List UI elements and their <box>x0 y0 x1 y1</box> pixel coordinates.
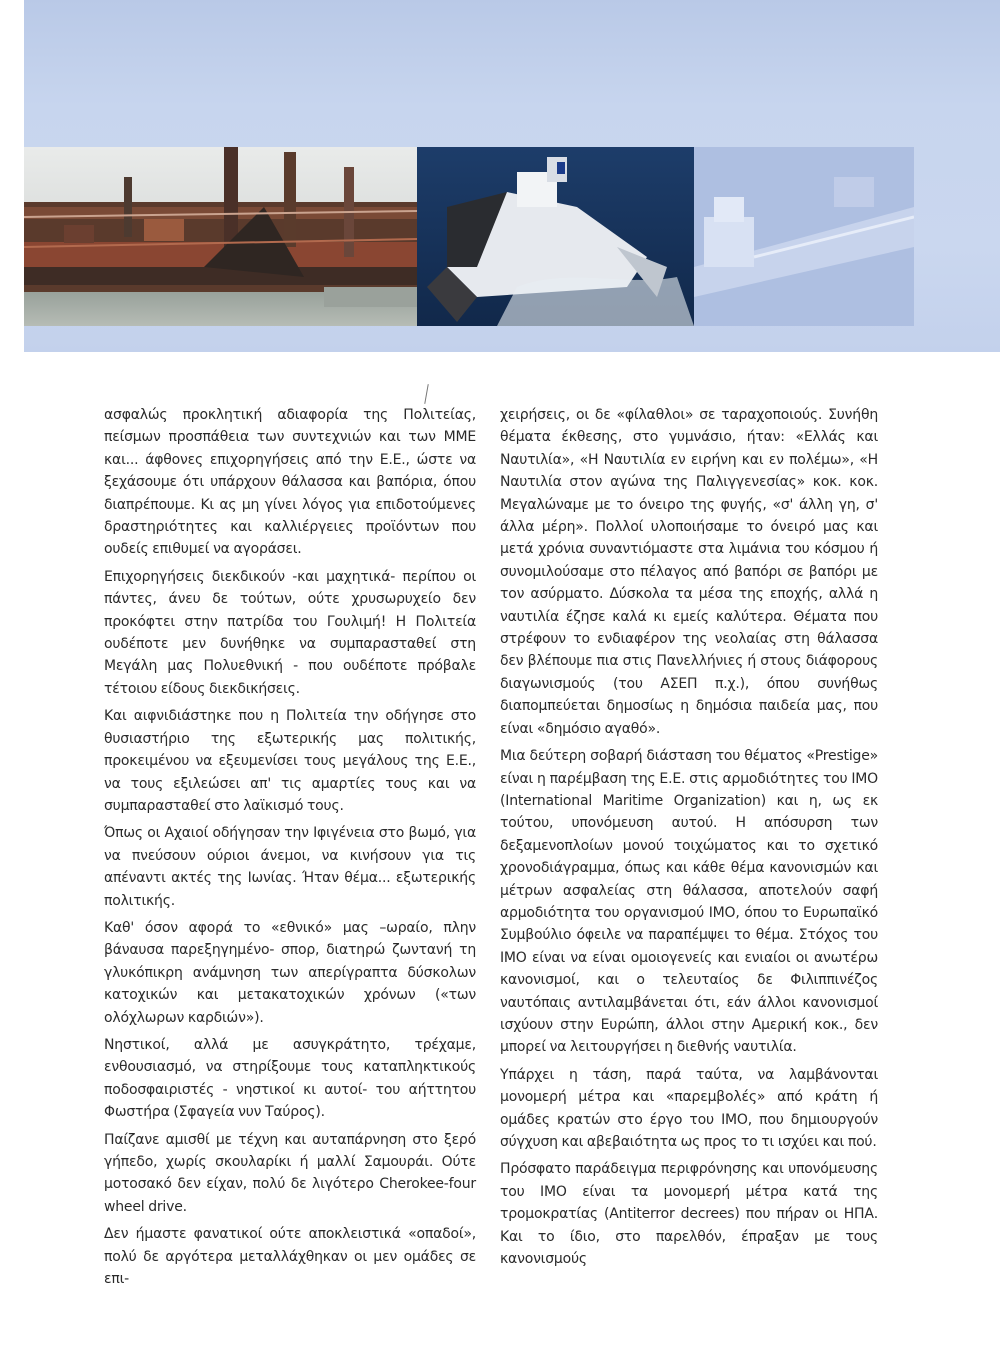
faded-tanker-photo <box>694 147 914 326</box>
paragraph: Καθ' όσον αφορά το «εθνικό» μας –ωραίο, πλην βάναυσα παρεξηγημένο- σπορ, διατηρώ ζωντανή τη γλυκόπικρη ανάμνηση των απερίγραπτα δύσκολων κατοχικών και μετακατοχικών χρόνων («των ολόχλωρων καρδιών»). <box>104 919 476 1026</box>
article-column-right <box>500 404 878 1275</box>
paragraph: ασφαλώς προκλητική αδιαφορία της Πολιτείας, πείσμων προσπάθεια των συντεχνιών και των ΜΜΕ και... άφθονες επιχορηγήσεις από την Ε.Ε., ώστε να ξεχάσουμε ότι υπάρχουν θάλασσα και βαπόρια, όπου διαπρέπουμε. Κι ας μη γίνει λόγος για επιδοτούμενες δραστηριότητες και καλλιέργειες προϊόντων που ουδείς επιθυμεί να αγοράσει. <box>104 407 476 558</box>
paragraph: Παίζανε αμισθί με τέχνη και αυταπάρνηση στο ξερό γήπεδο, χωρίς σκουλαρίκι ή μαλλί Σαμουράι. Ούτε μοτοσακό δεν είχαν, πολύ δε λιγότερο Cherokee-four wheel drive. <box>104 1131 476 1215</box>
paragraph: Πρόσφατο παράδειγμα περιφρόνησης και υπονόμευσης του ΙΜΟ είναι τα μονομερή μέτρα κατά της τρομοκρατίας (Antiterror decrees) που πήραν οι ΗΠΑ. Και το ίδιο, στο παρελθόν, έπραξαν με τους κανονισμούς <box>500 1161 878 1268</box>
paragraph: Επιχορηγήσεις διεκδικούν -και μαχητικά- περίπου οι πάντες, άνευ δε τούτων, ούτε χρυσωρυχείο δεν προκόφτει στην πατρίδα του Γουλιμή! Η Πολιτεία ουδέποτε μεν δυνήθηκε να συμπαρασταθεί στη Μεγάλη μας Πολυεθνική - που ουδέποτε πρόβαλε τέτοιου είδους διεκδικήσεις. <box>104 568 476 697</box>
sinking-ship-photo <box>417 147 694 326</box>
paragraph: Νηστικοί, αλλά με ασυγκράτητο, τρέχαμε, ενθουσιασμό, να στηρίξουμε τους καταπληκτικούς ποδοσφαιριστές - νηστικοί κι αυτοί- του αήττητου Φωστήρα (Σφαγεία νυν Ταύρος). <box>104 1036 476 1121</box>
paragraph: χειρήσεις, οι δε «φίλαθλοι» σε ταραχοποιούς. Συνήθη θέματα έκθεσης, στο γυμνάσιο, ήταν: «Ελλάς και Ναυτιλία», «Η Ναυτιλία εν ειρήνη και εν πολέμω», «Η Ναυτιλία στον αγώνα της Παλιγγενεσίας» κοκ. κοκ. Μεγαλώναμε με το όνειρο της φυγής, «σ' άλλη γη, σ' άλλα μέρη». Πολλοί υλοποιήσαμε το όνειρό μας και μετά χρόνια συναντιόμαστε στα λιμάνια του κόσμου ή συνομιλούσαμε στο πέλαγος από βαπόρι σε βαπόρι με τον ασύρματο. Δύσκολα τα μέσα της εποχής, αλλά η ναυτιλία έζησε καλά κι εμείς καλύτερα. Θέματα που στρέφουν το ενδιαφέρον της νεολαίας στη θάλασσα δεν βλέπουμε πια στις Πανελλήνιες ή στους διάφορους διαγωνισμούς (του ΑΣΕΠ π.χ.), όπου συνήθως διαπομπεύεται δημοσίως η δημόσια παιδεία μας, που είναι «δημόσιο αγαθό». <box>500 407 878 737</box>
paragraph: Και αιφνιδιάστηκε που η Πολιτεία την οδήγησε στο θυσιαστήριο της εξωτερικής μας πολιτικής, προκειμένου να εξευμενίσει τους μεγάλους της Ε.Ε., να τους εξιλεώσει απ' τις αμαρτίες τους και να συμπαρασταθεί στο λαϊκισμό τους. <box>104 708 476 814</box>
paragraph: Μια δεύτερη σοβαρή διάσταση του θέματος «Prestige» είναι η παρέμβαση της Ε.Ε. στις αρμοδιότητες του ΙΜΟ (International Maritime Organization) και η, ως εκ τούτου, υπονόμευση αυτού. Η απόσυρση των δεξαμενοπλοίων μονού τοιχώματος και το σχετικό χρονοδιάγραμμα, όπως και κάθε θέμα κανονισμών και μέτρων ασφαλείας στη θάλασσα, αποτελούν σαφή αρμοδιότητα του οργανισμού ΙΜΟ, όπου το Ευρωπαϊκό Συμβούλιο όφειλε να παραπέμψει το θέμα. Στόχος του ΙΜΟ είναι να είναι ομοιογενείς και ενιαίοι οι ανωτέρω κανονισμοί, και ο τελευταίος δε Φιλιππινέζος ναυτόπαις αντιλαμβάνεται ότι, εάν άλλοι κανονισμοί ισχύουν στην Ευρώπη, άλλοι στην Αμερική κοκ., δεν μπορεί να λειτουργήσει η διεθνής ναυτιλία. <box>500 748 878 1056</box>
paragraph: Όπως οι Αχαιοί οδήγησαν την Ιφιγένεια στο βωμό, για να πνεύσουν ούριοι άνεμοι, να κινήσουν για τις απέναντι ακτές της Ιωνίας. Ήταν θέμα... εξωτερικής πολιτικής. <box>104 825 476 909</box>
burned-ship-wreck-photo <box>24 147 417 326</box>
paragraph: Υπάρχει η τάση, παρά ταύτα, να λαμβάνονται μονομερή μέτρα και «παρεμβολές» από κράτη ή ομάδες κρατών στο έργο του ΙΜΟ, που δημιουργούν σύγχυση και αβεβαιότητα ως προς το τι ισχύει και πού. <box>500 1066 878 1150</box>
pen-mark <box>424 384 428 404</box>
article-column-left <box>104 404 476 1295</box>
paragraph: Δεν ήμαστε φανατικοί ούτε αποκλειστικά «οπαδοί», πολύ δε αργότερα μεταλλάχθηκαν οι μεν ομάδες σε επι- <box>104 1226 476 1288</box>
